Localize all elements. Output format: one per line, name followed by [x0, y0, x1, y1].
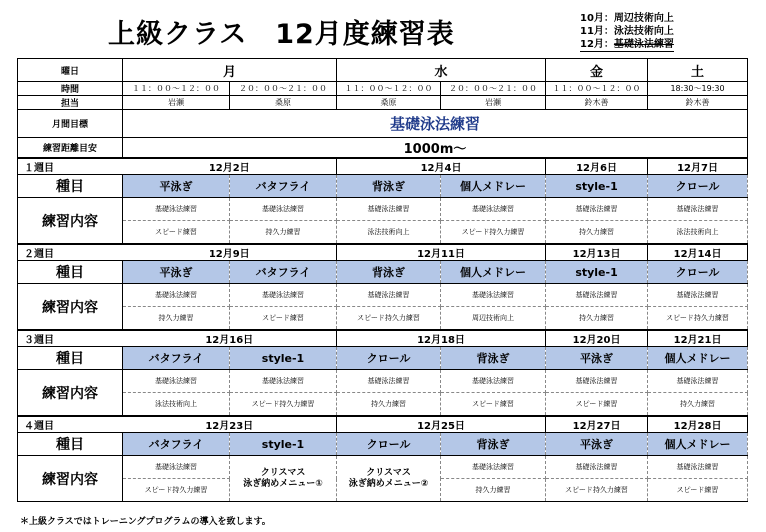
practice-item: 基礎泳法練習 [546, 284, 648, 307]
event-cell: バタフライ [230, 175, 337, 198]
event-cell: style-1 [546, 175, 648, 198]
week-date: 12月14日 [648, 244, 748, 261]
distance-target: 1000m～ [123, 138, 748, 159]
note-dec: 12月：基礎泳法練習 [580, 39, 674, 50]
week-date: 12月9日 [123, 244, 337, 261]
event-cell: 個人メドレー [441, 175, 546, 198]
week-date: 12月7日 [648, 158, 748, 175]
practice-item: 基礎泳法練習 [648, 370, 748, 393]
week-date: 12月27日 [546, 416, 648, 433]
practice-item: スピード練習 [123, 221, 230, 245]
practice-item: スピード持久力練習 [441, 221, 546, 245]
week-date: 12月6日 [546, 158, 648, 175]
practice-item: 泳法技術向上 [648, 221, 748, 245]
monthly-notes [580, 12, 674, 52]
practice-item: 基礎泳法練習 [441, 198, 546, 221]
practice-item: 基礎泳法練習 [123, 284, 230, 307]
label-distance: 練習距離目安 [18, 138, 123, 159]
practice-item: 持久力練習 [648, 393, 748, 417]
event-cell: style-1 [230, 347, 337, 370]
practice-item: スピード持久力練習 [230, 393, 337, 417]
label-naiyo: 練習内容 [18, 456, 123, 502]
week-label: １週目 [18, 158, 123, 175]
practice-item: 基礎泳法練習 [123, 370, 230, 393]
event-cell: 背泳ぎ [441, 433, 546, 456]
practice-item: 基礎泳法練習 [337, 370, 441, 393]
coach-cell: 岩瀬 [123, 96, 230, 110]
practice-item: スピード持久力練習 [337, 307, 441, 331]
practice-item: 基礎泳法練習 [230, 284, 337, 307]
event-cell: クロール [337, 433, 441, 456]
practice-item: 持久力練習 [441, 479, 546, 502]
label-shumoku: 種目 [18, 175, 123, 198]
practice-item: 基礎泳法練習 [230, 198, 337, 221]
practice-item: 基礎泳法練習 [123, 198, 230, 221]
event-cell: バタフライ [230, 261, 337, 284]
day-sat: 土 [648, 59, 748, 82]
coach-cell: 鈴木善 [648, 96, 748, 110]
practice-item: 基礎泳法練習 [648, 456, 748, 479]
week-date: 12月25日 [337, 416, 546, 433]
day-wed: 水 [337, 59, 546, 82]
practice-item: スピード練習 [441, 393, 546, 417]
event-cell: style-1 [546, 261, 648, 284]
practice-item: 基礎泳法練習 [546, 370, 648, 393]
practice-item: 持久力練習 [123, 307, 230, 331]
event-cell: style-1 [230, 433, 337, 456]
practice-item: 基礎泳法練習 [648, 198, 748, 221]
week-date: 12月23日 [123, 416, 337, 433]
week-date: 12月2日 [123, 158, 337, 175]
practice-item: 基礎泳法練習 [337, 284, 441, 307]
practice-item: 周辺技術向上 [441, 307, 546, 331]
note-oct: 10月：周辺技術向上 [580, 13, 674, 24]
week-date: 12月4日 [337, 158, 546, 175]
label-goal: 月間目標 [18, 110, 123, 138]
practice-item: スピード持久力練習 [648, 307, 748, 331]
xmas-menu: クリスマス 泳ぎ納めメニュー② [337, 456, 441, 502]
event-cell: 個人メドレー [648, 347, 748, 370]
practice-item: 持久力練習 [546, 221, 648, 245]
xmas-menu: クリスマス 泳ぎ納めメニュー① [230, 456, 337, 502]
footer-note: ＊上級クラスではトレーニングプログラムの導入を致します。 [20, 517, 271, 527]
practice-item: 基礎泳法練習 [546, 198, 648, 221]
practice-item: 持久力練習 [337, 393, 441, 417]
week-label: ３週目 [18, 330, 123, 347]
event-cell: 平泳ぎ [546, 347, 648, 370]
practice-item: 基礎泳法練習 [230, 370, 337, 393]
label-naiyo: 練習内容 [18, 370, 123, 417]
label-naiyo: 練習内容 [18, 198, 123, 245]
schedule-table [17, 58, 748, 502]
day-mon: 月 [123, 59, 337, 82]
practice-item: 基礎泳法練習 [441, 284, 546, 307]
practice-item: スピード練習 [230, 307, 337, 331]
practice-item: 基礎泳法練習 [648, 284, 748, 307]
coach-cell: 桑原 [230, 96, 337, 110]
time-cell: １１：００～１２：００ [123, 82, 230, 96]
label-shumoku: 種目 [18, 261, 123, 284]
coach-cell: 岩瀬 [441, 96, 546, 110]
week-label: ４週目 [18, 416, 123, 433]
event-cell: 背泳ぎ [337, 261, 441, 284]
coach-cell: 鈴木善 [546, 96, 648, 110]
practice-item: スピード持久力練習 [123, 479, 230, 502]
time-cell: 18:30～19:30 [648, 82, 748, 96]
page-title: 上級クラス 12月度練習表 [108, 19, 455, 50]
practice-item: 泳法技術向上 [123, 393, 230, 417]
event-cell: クロール [648, 175, 748, 198]
label-shumoku: 種目 [18, 347, 123, 370]
day-fri: 金 [546, 59, 648, 82]
label-shumoku: 種目 [18, 433, 123, 456]
event-cell: 背泳ぎ [441, 347, 546, 370]
time-cell: ２０：００～２１：００ [230, 82, 337, 96]
label-tantou: 担当 [18, 96, 123, 110]
label-jikan: 時間 [18, 82, 123, 96]
week-date: 12月16日 [123, 330, 337, 347]
time-cell: ２０：００～２１：００ [441, 82, 546, 96]
practice-item: 基礎泳法練習 [123, 456, 230, 479]
label-naiyo: 練習内容 [18, 284, 123, 331]
week-date: 12月28日 [648, 416, 748, 433]
practice-item: 基礎泳法練習 [441, 456, 546, 479]
practice-item: 持久力練習 [546, 307, 648, 331]
practice-item: 基礎泳法練習 [441, 370, 546, 393]
practice-item: スピード持久力練習 [546, 479, 648, 502]
practice-item: スピード練習 [648, 479, 748, 502]
coach-cell: 桑原 [337, 96, 441, 110]
event-cell: 個人メドレー [648, 433, 748, 456]
event-cell: 平泳ぎ [123, 175, 230, 198]
week-date: 12月11日 [337, 244, 546, 261]
week-date: 12月21日 [648, 330, 748, 347]
week-date: 12月18日 [337, 330, 546, 347]
practice-item: 泳法技術向上 [337, 221, 441, 245]
event-cell: 個人メドレー [441, 261, 546, 284]
monthly-goal: 基礎泳法練習 [123, 110, 748, 138]
event-cell: 背泳ぎ [337, 175, 441, 198]
event-cell: クロール [648, 261, 748, 284]
practice-item: 基礎泳法練習 [546, 456, 648, 479]
week-date: 12月13日 [546, 244, 648, 261]
time-cell: １１：００～１２：００ [546, 82, 648, 96]
event-cell: 平泳ぎ [546, 433, 648, 456]
practice-item: 持久力練習 [230, 221, 337, 245]
practice-item: 基礎泳法練習 [337, 198, 441, 221]
note-nov: 11月：泳法技術向上 [580, 26, 674, 37]
week-label: ２週目 [18, 244, 123, 261]
event-cell: 平泳ぎ [123, 261, 230, 284]
week-date: 12月20日 [546, 330, 648, 347]
event-cell: クロール [337, 347, 441, 370]
label-youbi: 曜日 [18, 59, 123, 82]
event-cell: バタフライ [123, 347, 230, 370]
time-cell: １１：００～１２：００ [337, 82, 441, 96]
event-cell: バタフライ [123, 433, 230, 456]
practice-item: スピード練習 [546, 393, 648, 417]
